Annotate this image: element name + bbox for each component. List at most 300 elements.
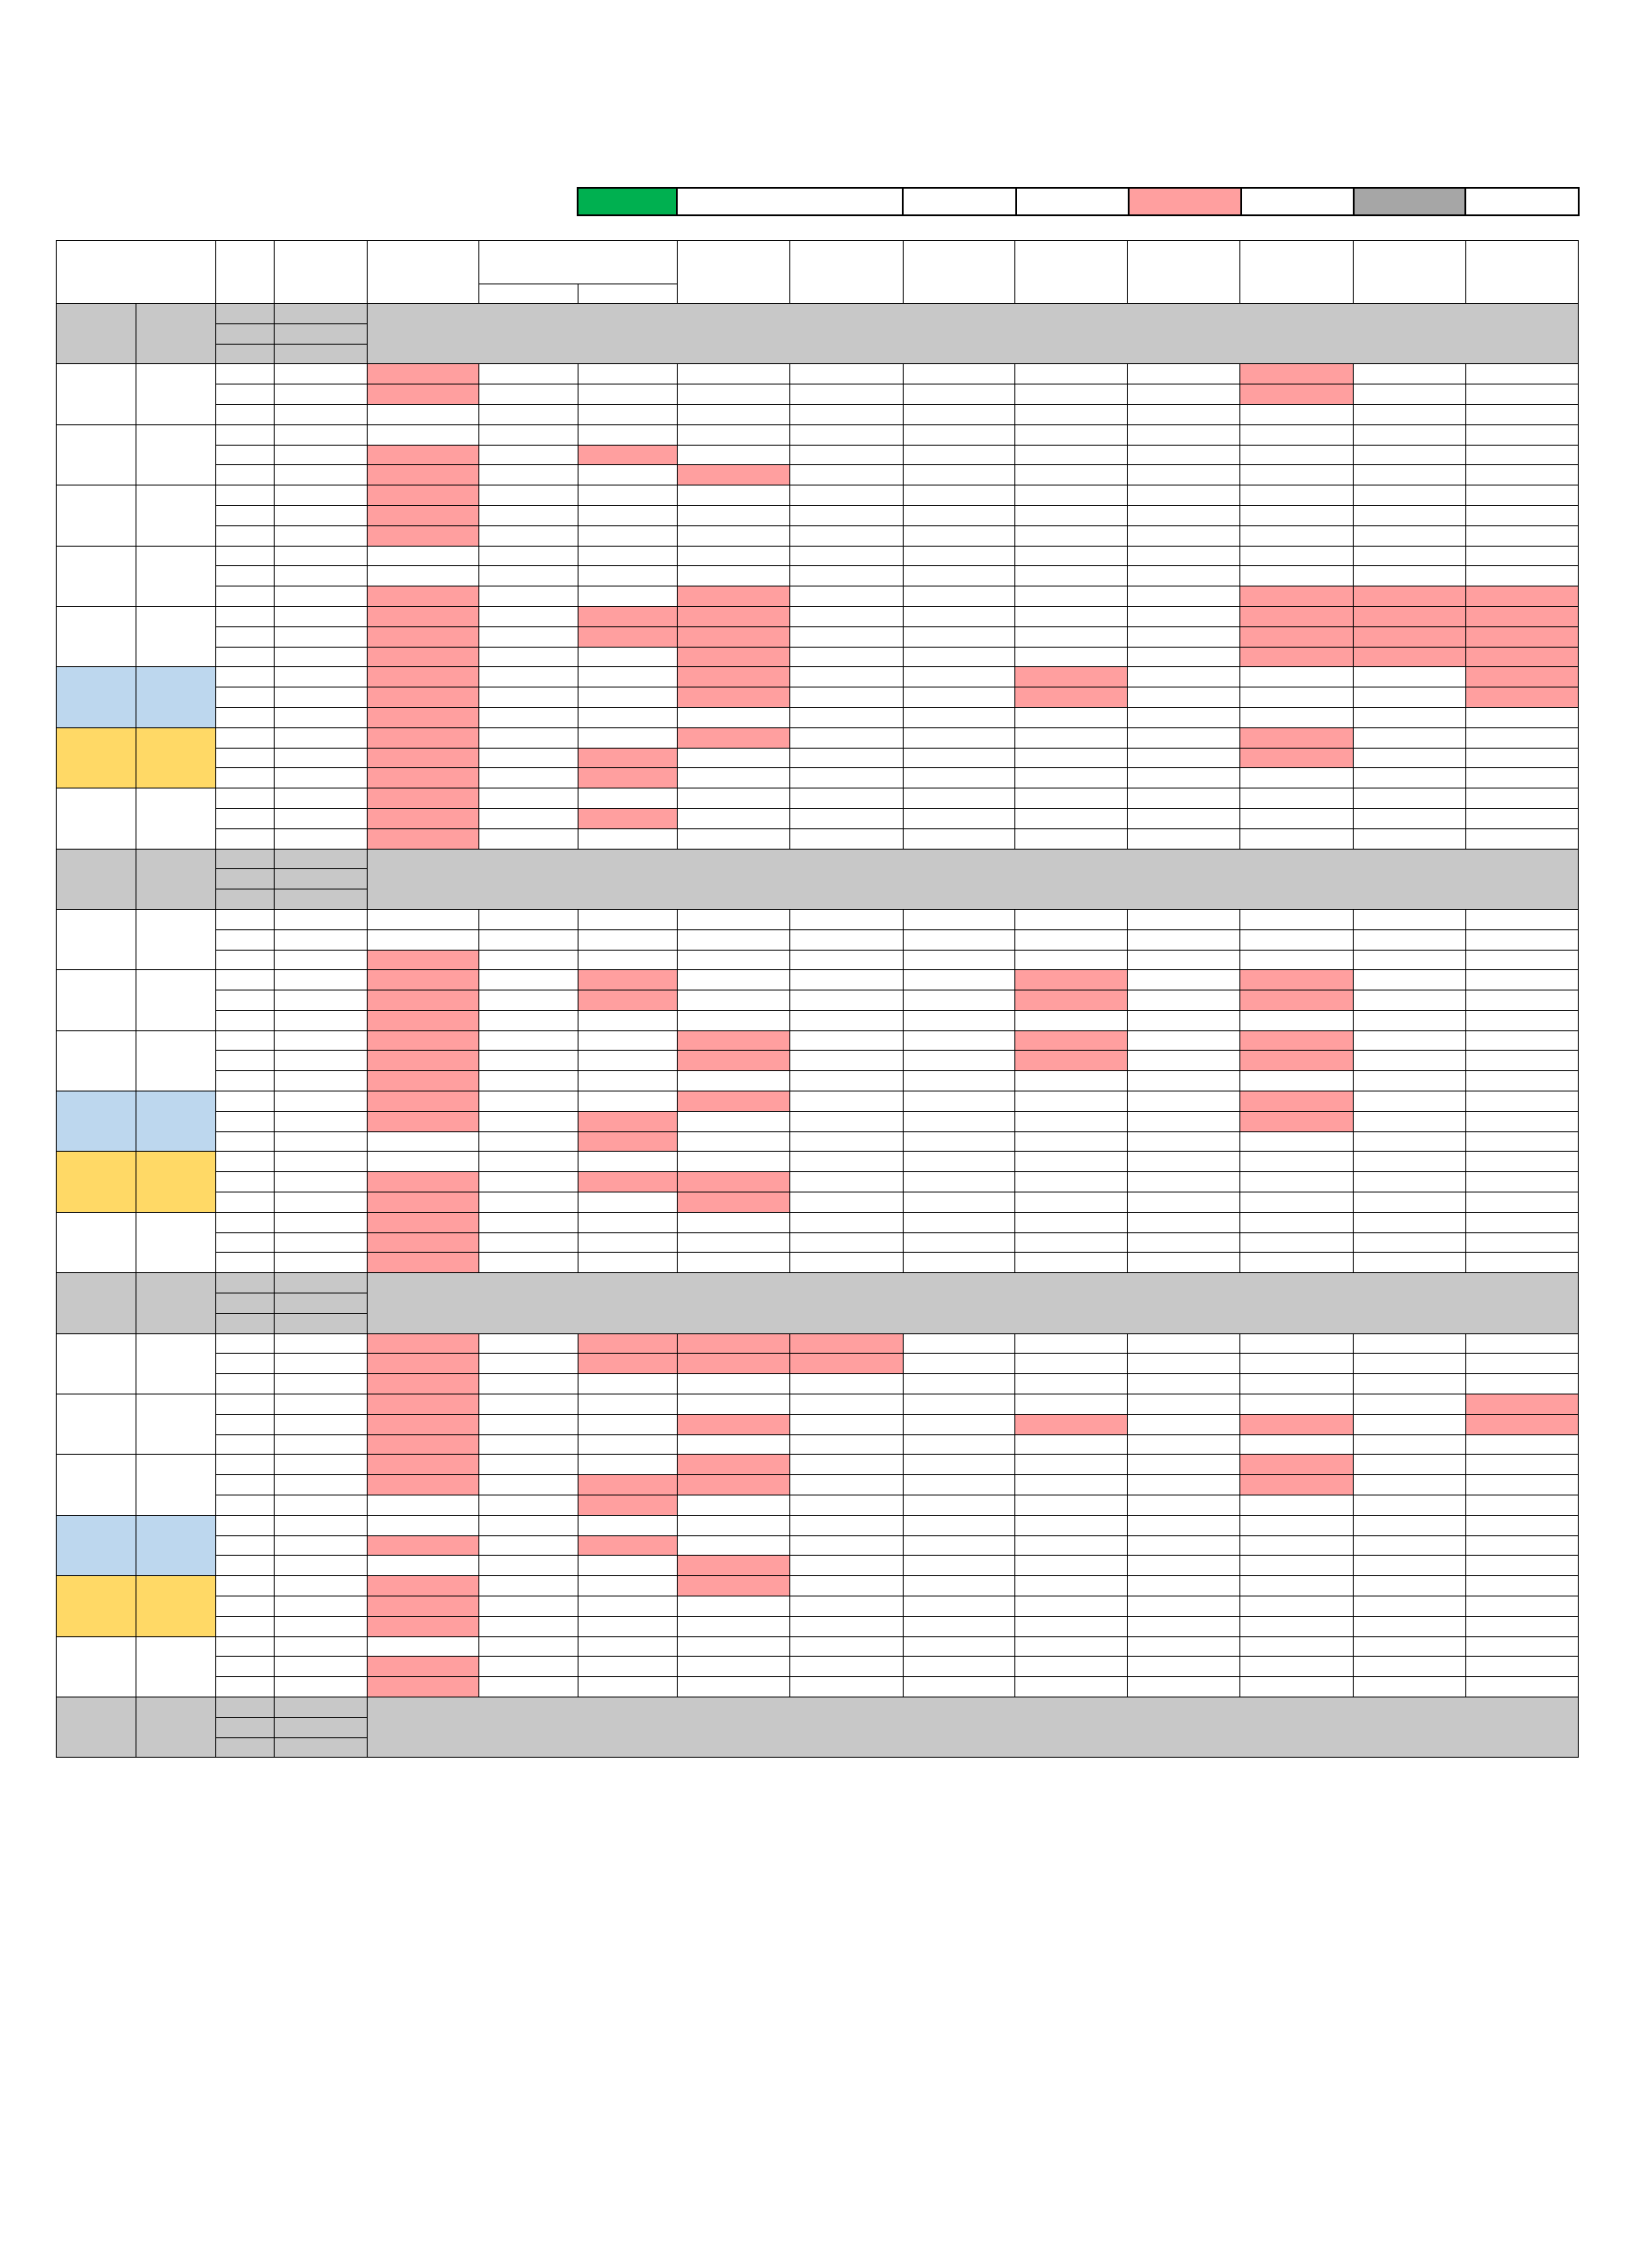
- slot-cell[interactable]: [790, 1152, 903, 1172]
- slot-cell[interactable]: [1014, 990, 1127, 1011]
- slot-cell[interactable]: [678, 1172, 790, 1192]
- slot-cell[interactable]: [678, 828, 790, 849]
- slot-cell[interactable]: [478, 1010, 578, 1030]
- slot-cell[interactable]: [1014, 768, 1127, 788]
- slot-cell[interactable]: [1353, 485, 1465, 506]
- slot-cell[interactable]: [367, 1152, 478, 1172]
- slot-cell[interactable]: [903, 1354, 1014, 1374]
- slot-cell[interactable]: [903, 1455, 1014, 1475]
- slot-cell[interactable]: [678, 909, 790, 929]
- slot-cell[interactable]: [367, 1556, 478, 1576]
- slot-cell[interactable]: [579, 525, 678, 546]
- slot-cell[interactable]: [579, 828, 678, 849]
- slot-cell[interactable]: [1353, 1495, 1465, 1516]
- slot-cell[interactable]: [1465, 1596, 1578, 1617]
- slot-cell[interactable]: [678, 1455, 790, 1475]
- slot-cell[interactable]: [1128, 1535, 1240, 1556]
- slot-cell[interactable]: [678, 1394, 790, 1415]
- slot-cell[interactable]: [903, 768, 1014, 788]
- slot-cell[interactable]: [790, 424, 903, 445]
- slot-cell[interactable]: [1353, 1596, 1465, 1617]
- slot-cell[interactable]: [790, 1495, 903, 1516]
- slot-cell[interactable]: [1465, 1030, 1578, 1051]
- slot-cell[interactable]: [790, 1091, 903, 1112]
- slot-cell[interactable]: [1128, 1152, 1240, 1172]
- slot-cell[interactable]: [903, 929, 1014, 950]
- slot-cell[interactable]: [478, 1091, 578, 1112]
- slot-cell[interactable]: [678, 384, 790, 405]
- slot-cell[interactable]: [678, 788, 790, 809]
- slot-cell[interactable]: [478, 1414, 578, 1434]
- slot-cell[interactable]: [1014, 1414, 1127, 1434]
- slot-cell[interactable]: [1128, 647, 1240, 667]
- slot-cell[interactable]: [1240, 445, 1353, 465]
- slot-cell[interactable]: [1128, 727, 1240, 748]
- slot-cell[interactable]: [367, 788, 478, 809]
- slot-cell[interactable]: [579, 768, 678, 788]
- slot-cell[interactable]: [903, 525, 1014, 546]
- slot-cell[interactable]: [903, 1091, 1014, 1112]
- slot-cell[interactable]: [678, 1212, 790, 1232]
- slot-cell[interactable]: [1240, 566, 1353, 586]
- slot-cell[interactable]: [367, 1455, 478, 1475]
- slot-cell[interactable]: [1128, 1434, 1240, 1455]
- slot-cell[interactable]: [1465, 707, 1578, 727]
- slot-cell[interactable]: [1240, 990, 1353, 1011]
- slot-cell[interactable]: [1353, 465, 1465, 485]
- slot-cell[interactable]: [903, 909, 1014, 929]
- slot-cell[interactable]: [790, 606, 903, 626]
- slot-cell[interactable]: [478, 364, 578, 384]
- slot-cell[interactable]: [1465, 606, 1578, 626]
- slot-cell[interactable]: [1128, 909, 1240, 929]
- slot-cell[interactable]: [1353, 1657, 1465, 1677]
- slot-cell[interactable]: [1353, 525, 1465, 546]
- slot-cell[interactable]: [1128, 990, 1240, 1011]
- slot-cell[interactable]: [367, 566, 478, 586]
- slot-cell[interactable]: [579, 1010, 678, 1030]
- slot-cell[interactable]: [1240, 1172, 1353, 1192]
- slot-cell[interactable]: [1014, 1091, 1127, 1112]
- slot-cell[interactable]: [790, 586, 903, 607]
- slot-cell[interactable]: [1353, 1010, 1465, 1030]
- slot-cell[interactable]: [790, 1071, 903, 1091]
- slot-cell[interactable]: [1240, 1657, 1353, 1677]
- slot-cell[interactable]: [1465, 525, 1578, 546]
- slot-cell[interactable]: [579, 1636, 678, 1657]
- slot-cell[interactable]: [1128, 1212, 1240, 1232]
- slot-cell[interactable]: [1465, 1131, 1578, 1152]
- slot-cell[interactable]: [367, 1616, 478, 1636]
- slot-cell[interactable]: [1353, 748, 1465, 768]
- slot-cell[interactable]: [478, 1535, 578, 1556]
- slot-cell[interactable]: [367, 525, 478, 546]
- slot-cell[interactable]: [903, 626, 1014, 647]
- slot-cell[interactable]: [1014, 485, 1127, 506]
- slot-cell[interactable]: [1240, 1152, 1353, 1172]
- slot-cell[interactable]: [1128, 1374, 1240, 1394]
- slot-cell[interactable]: [367, 1495, 478, 1516]
- slot-cell[interactable]: [1128, 1192, 1240, 1213]
- slot-cell[interactable]: [579, 445, 678, 465]
- slot-cell[interactable]: [478, 1576, 578, 1596]
- slot-cell[interactable]: [1014, 1434, 1127, 1455]
- slot-cell[interactable]: [1128, 485, 1240, 506]
- slot-cell[interactable]: [1128, 1495, 1240, 1516]
- slot-cell[interactable]: [1014, 525, 1127, 546]
- slot-cell[interactable]: [790, 909, 903, 929]
- slot-cell[interactable]: [678, 1596, 790, 1617]
- slot-cell[interactable]: [478, 929, 578, 950]
- slot-cell[interactable]: [1128, 1677, 1240, 1697]
- slot-cell[interactable]: [903, 1192, 1014, 1213]
- slot-cell[interactable]: [790, 990, 903, 1011]
- slot-cell[interactable]: [790, 404, 903, 424]
- slot-cell[interactable]: [678, 1152, 790, 1172]
- slot-cell[interactable]: [1353, 1192, 1465, 1213]
- slot-cell[interactable]: [1014, 828, 1127, 849]
- slot-cell[interactable]: [790, 1394, 903, 1415]
- slot-cell[interactable]: [790, 647, 903, 667]
- slot-cell[interactable]: [790, 1030, 903, 1051]
- slot-cell[interactable]: [790, 1253, 903, 1273]
- slot-cell[interactable]: [790, 1414, 903, 1434]
- slot-cell[interactable]: [903, 1677, 1014, 1697]
- slot-cell[interactable]: [367, 1596, 478, 1617]
- slot-cell[interactable]: [478, 1051, 578, 1071]
- slot-cell[interactable]: [903, 1515, 1014, 1535]
- slot-cell[interactable]: [478, 465, 578, 485]
- slot-cell[interactable]: [1240, 1333, 1353, 1354]
- slot-cell[interactable]: [367, 626, 478, 647]
- slot-cell[interactable]: [478, 970, 578, 990]
- slot-cell[interactable]: [1353, 1616, 1465, 1636]
- slot-cell[interactable]: [1014, 1475, 1127, 1495]
- slot-cell[interactable]: [1465, 828, 1578, 849]
- slot-cell[interactable]: [1128, 1515, 1240, 1535]
- slot-cell[interactable]: [903, 1051, 1014, 1071]
- slot-cell[interactable]: [367, 505, 478, 525]
- slot-cell[interactable]: [367, 364, 478, 384]
- slot-cell[interactable]: [478, 768, 578, 788]
- slot-cell[interactable]: [1240, 707, 1353, 727]
- slot-cell[interactable]: [1128, 1657, 1240, 1677]
- slot-cell[interactable]: [1240, 748, 1353, 768]
- slot-cell[interactable]: [1465, 1091, 1578, 1112]
- slot-cell[interactable]: [1353, 1636, 1465, 1657]
- slot-cell[interactable]: [1465, 1051, 1578, 1071]
- slot-cell[interactable]: [678, 465, 790, 485]
- slot-cell[interactable]: [1240, 970, 1353, 990]
- slot-cell[interactable]: [1128, 1556, 1240, 1576]
- slot-cell[interactable]: [1353, 768, 1465, 788]
- slot-cell[interactable]: [1353, 1515, 1465, 1535]
- slot-cell[interactable]: [1240, 1616, 1353, 1636]
- slot-cell[interactable]: [903, 808, 1014, 828]
- slot-cell[interactable]: [1128, 707, 1240, 727]
- slot-cell[interactable]: [1240, 788, 1353, 809]
- slot-cell[interactable]: [903, 485, 1014, 506]
- slot-cell[interactable]: [1353, 1556, 1465, 1576]
- slot-cell[interactable]: [367, 1212, 478, 1232]
- slot-cell[interactable]: [1014, 505, 1127, 525]
- slot-cell[interactable]: [579, 566, 678, 586]
- slot-cell[interactable]: [1014, 445, 1127, 465]
- slot-cell[interactable]: [903, 1374, 1014, 1394]
- slot-cell[interactable]: [478, 950, 578, 970]
- slot-cell[interactable]: [678, 1253, 790, 1273]
- slot-cell[interactable]: [1240, 1091, 1353, 1112]
- slot-cell[interactable]: [579, 727, 678, 748]
- slot-cell[interactable]: [579, 1333, 678, 1354]
- slot-cell[interactable]: [579, 990, 678, 1011]
- slot-cell[interactable]: [1465, 546, 1578, 566]
- slot-cell[interactable]: [1014, 1010, 1127, 1030]
- slot-cell[interactable]: [903, 1131, 1014, 1152]
- slot-cell[interactable]: [790, 525, 903, 546]
- slot-cell[interactable]: [1465, 404, 1578, 424]
- slot-cell[interactable]: [790, 788, 903, 809]
- slot-cell[interactable]: [478, 1111, 578, 1131]
- slot-cell[interactable]: [1014, 626, 1127, 647]
- slot-cell[interactable]: [1465, 1657, 1578, 1677]
- slot-cell[interactable]: [478, 1596, 578, 1617]
- slot-cell[interactable]: [1465, 727, 1578, 748]
- slot-cell[interactable]: [1240, 606, 1353, 626]
- slot-cell[interactable]: [478, 727, 578, 748]
- slot-cell[interactable]: [1353, 1051, 1465, 1071]
- slot-cell[interactable]: [1353, 566, 1465, 586]
- slot-cell[interactable]: [1465, 1394, 1578, 1415]
- slot-cell[interactable]: [579, 929, 678, 950]
- slot-cell[interactable]: [579, 1455, 678, 1475]
- slot-cell[interactable]: [903, 1010, 1014, 1030]
- slot-cell[interactable]: [1240, 384, 1353, 405]
- slot-cell[interactable]: [678, 485, 790, 506]
- slot-cell[interactable]: [790, 1192, 903, 1213]
- slot-cell[interactable]: [678, 1535, 790, 1556]
- slot-cell[interactable]: [1128, 687, 1240, 708]
- slot-cell[interactable]: [579, 1596, 678, 1617]
- slot-cell[interactable]: [579, 1030, 678, 1051]
- slot-cell[interactable]: [1240, 1677, 1353, 1697]
- slot-cell[interactable]: [678, 748, 790, 768]
- slot-cell[interactable]: [1465, 1535, 1578, 1556]
- slot-cell[interactable]: [790, 1596, 903, 1617]
- slot-cell[interactable]: [478, 485, 578, 506]
- slot-cell[interactable]: [1128, 1010, 1240, 1030]
- slot-cell[interactable]: [790, 970, 903, 990]
- slot-cell[interactable]: [1353, 1232, 1465, 1253]
- slot-cell[interactable]: [903, 788, 1014, 809]
- slot-cell[interactable]: [1128, 445, 1240, 465]
- slot-cell[interactable]: [478, 1556, 578, 1576]
- slot-cell[interactable]: [1128, 1111, 1240, 1131]
- slot-cell[interactable]: [678, 505, 790, 525]
- slot-cell[interactable]: [478, 1333, 578, 1354]
- slot-cell[interactable]: [1014, 1212, 1127, 1232]
- slot-cell[interactable]: [678, 424, 790, 445]
- slot-cell[interactable]: [1240, 929, 1353, 950]
- slot-cell[interactable]: [1014, 384, 1127, 405]
- slot-cell[interactable]: [1353, 1677, 1465, 1697]
- slot-cell[interactable]: [1240, 1212, 1353, 1232]
- slot-cell[interactable]: [1465, 788, 1578, 809]
- slot-cell[interactable]: [1128, 1071, 1240, 1091]
- slot-cell[interactable]: [478, 1616, 578, 1636]
- slot-cell[interactable]: [1014, 1030, 1127, 1051]
- slot-cell[interactable]: [579, 707, 678, 727]
- slot-cell[interactable]: [790, 1232, 903, 1253]
- slot-cell[interactable]: [1465, 626, 1578, 647]
- slot-cell[interactable]: [1353, 1354, 1465, 1374]
- slot-cell[interactable]: [1128, 586, 1240, 607]
- slot-cell[interactable]: [1240, 1515, 1353, 1535]
- slot-cell[interactable]: [478, 647, 578, 667]
- slot-cell[interactable]: [1128, 1354, 1240, 1374]
- slot-cell[interactable]: [1128, 1475, 1240, 1495]
- slot-cell[interactable]: [1240, 586, 1353, 607]
- slot-cell[interactable]: [1240, 626, 1353, 647]
- slot-cell[interactable]: [1353, 727, 1465, 748]
- slot-cell[interactable]: [903, 505, 1014, 525]
- slot-cell[interactable]: [903, 1172, 1014, 1192]
- slot-cell[interactable]: [478, 1131, 578, 1152]
- slot-cell[interactable]: [367, 1232, 478, 1253]
- slot-cell[interactable]: [790, 1172, 903, 1192]
- slot-cell[interactable]: [903, 1596, 1014, 1617]
- slot-cell[interactable]: [1353, 1131, 1465, 1152]
- slot-cell[interactable]: [1353, 546, 1465, 566]
- slot-cell[interactable]: [1465, 1374, 1578, 1394]
- slot-cell[interactable]: [367, 687, 478, 708]
- slot-cell[interactable]: [1014, 1636, 1127, 1657]
- slot-cell[interactable]: [1240, 1495, 1353, 1516]
- slot-cell[interactable]: [1014, 707, 1127, 727]
- slot-cell[interactable]: [579, 1212, 678, 1232]
- slot-cell[interactable]: [1128, 1051, 1240, 1071]
- slot-cell[interactable]: [1240, 828, 1353, 849]
- slot-cell[interactable]: [1240, 1232, 1353, 1253]
- slot-cell[interactable]: [478, 828, 578, 849]
- slot-cell[interactable]: [1014, 1152, 1127, 1172]
- slot-cell[interactable]: [478, 1434, 578, 1455]
- slot-cell[interactable]: [1353, 808, 1465, 828]
- slot-cell[interactable]: [1465, 647, 1578, 667]
- slot-cell[interactable]: [367, 606, 478, 626]
- slot-cell[interactable]: [579, 1152, 678, 1172]
- slot-cell[interactable]: [1465, 586, 1578, 607]
- slot-cell[interactable]: [367, 1434, 478, 1455]
- slot-cell[interactable]: [478, 566, 578, 586]
- slot-cell[interactable]: [478, 1172, 578, 1192]
- slot-cell[interactable]: [1353, 1253, 1465, 1273]
- slot-cell[interactable]: [1240, 1111, 1353, 1131]
- slot-cell[interactable]: [678, 990, 790, 1011]
- slot-cell[interactable]: [478, 1394, 578, 1415]
- slot-cell[interactable]: [903, 1333, 1014, 1354]
- slot-cell[interactable]: [1465, 1192, 1578, 1213]
- slot-cell[interactable]: [1240, 808, 1353, 828]
- slot-cell[interactable]: [478, 606, 578, 626]
- slot-cell[interactable]: [1465, 909, 1578, 929]
- slot-cell[interactable]: [1240, 1434, 1353, 1455]
- slot-cell[interactable]: [1014, 1657, 1127, 1677]
- slot-cell[interactable]: [478, 1636, 578, 1657]
- slot-cell[interactable]: [579, 1556, 678, 1576]
- slot-cell[interactable]: [579, 586, 678, 607]
- slot-cell[interactable]: [478, 909, 578, 929]
- slot-cell[interactable]: [1128, 950, 1240, 970]
- slot-cell[interactable]: [478, 707, 578, 727]
- slot-cell[interactable]: [1128, 1333, 1240, 1354]
- slot-cell[interactable]: [903, 1576, 1014, 1596]
- slot-cell[interactable]: [1465, 687, 1578, 708]
- slot-cell[interactable]: [1014, 1131, 1127, 1152]
- slot-cell[interactable]: [1014, 606, 1127, 626]
- slot-cell[interactable]: [1240, 525, 1353, 546]
- slot-cell[interactable]: [1014, 788, 1127, 809]
- slot-cell[interactable]: [678, 1495, 790, 1516]
- slot-cell[interactable]: [1014, 687, 1127, 708]
- slot-cell[interactable]: [790, 626, 903, 647]
- slot-cell[interactable]: [678, 1232, 790, 1253]
- slot-cell[interactable]: [1240, 687, 1353, 708]
- slot-cell[interactable]: [1240, 1576, 1353, 1596]
- slot-cell[interactable]: [790, 1131, 903, 1152]
- slot-cell[interactable]: [903, 970, 1014, 990]
- slot-cell[interactable]: [1128, 505, 1240, 525]
- slot-cell[interactable]: [678, 1051, 790, 1071]
- slot-cell[interactable]: [1128, 667, 1240, 687]
- slot-cell[interactable]: [790, 445, 903, 465]
- slot-cell[interactable]: [367, 1394, 478, 1415]
- slot-cell[interactable]: [1128, 626, 1240, 647]
- slot-cell[interactable]: [1353, 1333, 1465, 1354]
- slot-cell[interactable]: [367, 384, 478, 405]
- slot-cell[interactable]: [367, 1576, 478, 1596]
- slot-cell[interactable]: [1240, 485, 1353, 506]
- slot-cell[interactable]: [1014, 1051, 1127, 1071]
- slot-cell[interactable]: [1240, 1253, 1353, 1273]
- slot-cell[interactable]: [1128, 1172, 1240, 1192]
- slot-cell[interactable]: [678, 1131, 790, 1152]
- slot-cell[interactable]: [903, 707, 1014, 727]
- slot-cell[interactable]: [1128, 1030, 1240, 1051]
- slot-cell[interactable]: [367, 1475, 478, 1495]
- slot-cell[interactable]: [790, 1475, 903, 1495]
- slot-cell[interactable]: [1240, 1556, 1353, 1576]
- slot-cell[interactable]: [678, 364, 790, 384]
- slot-cell[interactable]: [478, 404, 578, 424]
- slot-cell[interactable]: [579, 970, 678, 990]
- slot-cell[interactable]: [579, 1495, 678, 1516]
- slot-cell[interactable]: [1465, 1515, 1578, 1535]
- slot-cell[interactable]: [1465, 1010, 1578, 1030]
- slot-cell[interactable]: [367, 909, 478, 929]
- slot-cell[interactable]: [1014, 808, 1127, 828]
- slot-cell[interactable]: [1240, 364, 1353, 384]
- slot-cell[interactable]: [367, 1374, 478, 1394]
- slot-cell[interactable]: [1014, 364, 1127, 384]
- slot-cell[interactable]: [1465, 465, 1578, 485]
- slot-cell[interactable]: [478, 687, 578, 708]
- slot-cell[interactable]: [678, 1657, 790, 1677]
- slot-cell[interactable]: [1128, 525, 1240, 546]
- slot-cell[interactable]: [1240, 1131, 1353, 1152]
- slot-cell[interactable]: [1465, 1253, 1578, 1273]
- slot-cell[interactable]: [367, 424, 478, 445]
